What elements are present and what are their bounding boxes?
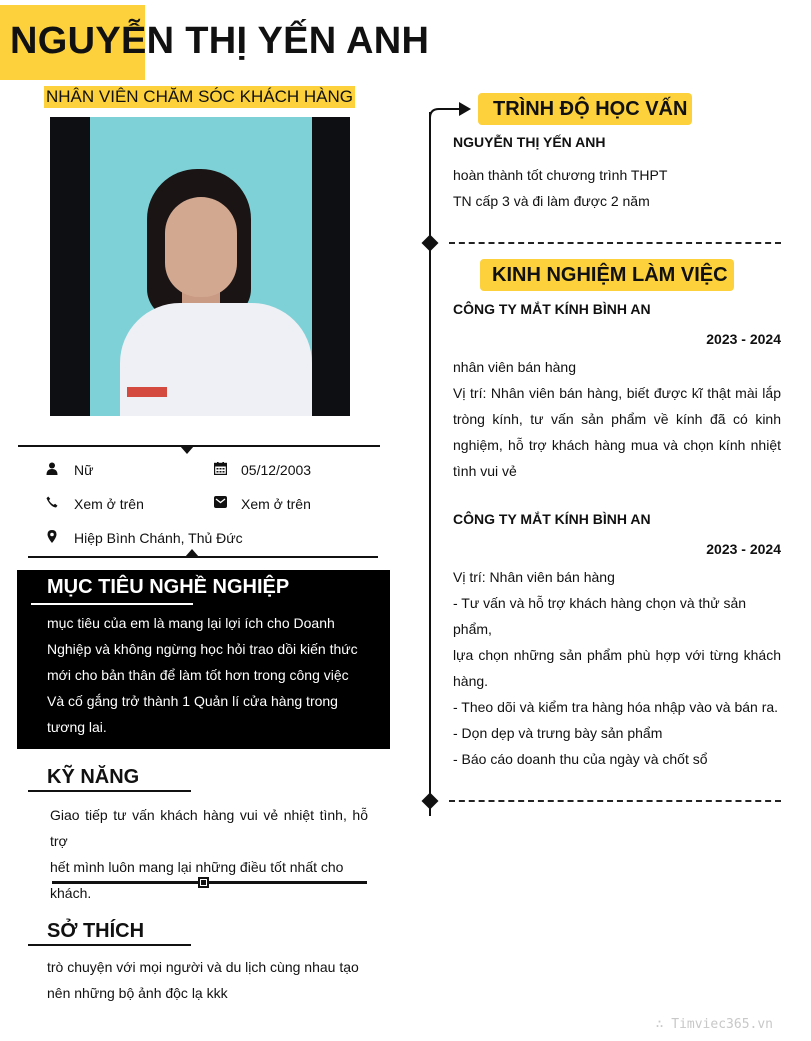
job-line: nghiệm, hỗ trợ khách hàng mua và chọn kính nhiệt [453,437,781,453]
education-text [453,162,783,214]
address-value: Hiệp Bình Chánh, Thủ Đức [74,530,243,546]
watermark-icon: ∴ [655,1017,672,1032]
email-value: Xem ở trên [241,496,311,512]
envelope-icon [213,495,227,509]
skills-line: Giao tiếp tư vấn khách hàng vui vẻ nhiệt tình, hỗ trợ [50,807,368,849]
divider-arrow-down [180,446,194,454]
calendar-icon [213,461,227,475]
job-line: Vị trí: Nhân viên bán hàng, biết được kĩ thật mài lắp [453,385,781,401]
watermark-text: Timviec365.vn [671,1017,773,1032]
watermark [656,1017,773,1032]
hobbies-line: trò chuyện với mọi người và du lịch cùng nhau tạo [47,959,359,975]
job-title: NHÂN VIÊN CHĂM SÓC KHÁCH HÀNG [46,87,353,106]
experience-title: KINH NGHIỆM LÀM VIỆC [492,264,728,286]
hobbies-underline [28,944,191,946]
job-line: tình vui vẻ [453,463,517,479]
info-top-divider [18,445,380,447]
career-objective-title: MỤC TIÊU NGHỀ NGHIỆP [47,576,290,598]
skills-line: hết mình luôn mang lại những điều tốt nhất cho [50,859,344,875]
job-line: - Tư vấn và hỗ trợ khách hàng chọn và thử sản phẩm, [453,595,747,637]
job-description [453,354,781,484]
phone-value: Xem ở trên [74,496,144,512]
timeline-diamond [422,793,439,810]
career-objective-underline [31,603,193,605]
skills-text [50,802,368,906]
objective-line: mới cho bản thân để làm tốt hơn trong công việc [47,667,349,683]
job-company: CÔNG TY MẮT KÍNH BÌNH AN [453,301,651,317]
user-icon [45,461,59,475]
hobbies-title: SỞ THÍCH [47,920,145,942]
education-dashed-divider [449,242,781,244]
career-objective-text [47,610,359,740]
skills-bar [52,881,367,884]
experience-dashed-divider [449,800,781,802]
objective-line: Nghiệp và không ngừng học hỏi trao dồi kiến thức [47,641,358,657]
skills-line: khách. [50,885,92,901]
job-description [453,564,781,772]
job-line: tròng kính, tư vấn sản phẩm về kính đã có kinh [453,411,781,427]
education-line: TN cấp 3 và đi làm được 2 năm [453,193,650,209]
skills-bar-marker [198,877,209,888]
birthdate-value: 05/12/2003 [241,462,312,478]
objective-line: tương lai. [47,719,107,735]
objective-line: Và cố gắng trở thành 1 Quản lí cửa hàng trong [47,693,338,709]
job-line: nhân viên bán hàng [453,359,576,375]
job-period: 2023 - 2024 [706,541,781,557]
hobbies-line: nên những bộ ảnh độc lạ kkk [47,985,228,1001]
education-title: TRÌNH ĐỘ HỌC VẤN [493,98,688,120]
job-line: - Báo cáo doanh thu của ngày và chốt sổ [453,751,708,767]
timeline-diamond [422,235,439,252]
job-line: hàng. [453,673,489,689]
candidate-name: NGUYỄN THỊ YẾN ANH [10,20,430,62]
career-objective-section [17,570,390,749]
timeline-arrow-icon [429,100,473,120]
job-line: - Dọn dẹp và trưng bày sản phẩm [453,725,663,741]
education-line: hoàn thành tốt chương trình THPT [453,167,668,183]
skills-title: KỸ NĂNG [47,766,140,788]
job-company: CÔNG TY MẮT KÍNH BÌNH AN [453,511,651,527]
hobbies-text [47,954,379,1006]
job-period: 2023 - 2024 [706,331,781,347]
gender-value: Nữ [74,462,94,478]
info-bottom-divider [28,556,378,558]
timeline-line [429,112,431,816]
education-name: NGUYỄN THỊ YẾN ANH [453,134,606,150]
job-line: - Theo dõi và kiểm tra hàng hóa nhập vào và bán ra. [453,699,779,715]
skills-underline [28,790,191,792]
map-pin-icon [45,529,59,543]
job-line: lựa chọn những sản phẩm phù hợp với từng khách [453,647,781,663]
job-line: Vị trí: Nhân viên bán hàng [453,569,615,585]
phone-icon [45,495,59,509]
objective-line: mục tiêu của em là mang lại lợi ích cho Doanh [47,615,335,631]
profile-photo [50,117,350,416]
